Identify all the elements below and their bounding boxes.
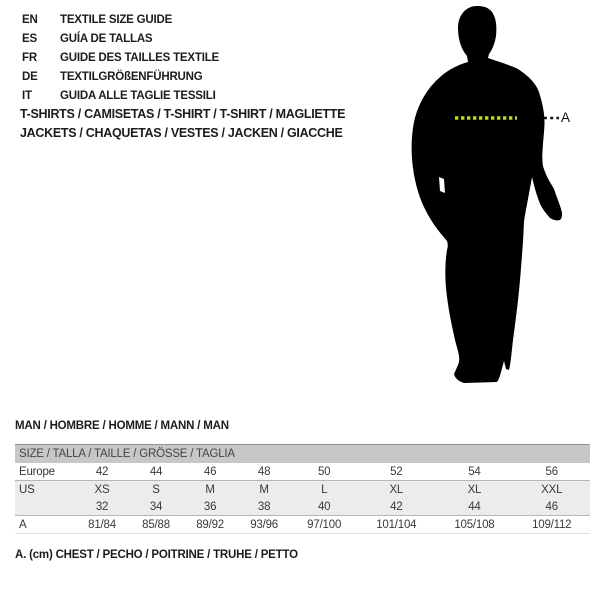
language-text: TEXTILE SIZE GUIDE	[60, 13, 173, 26]
size-cell: M	[259, 483, 269, 496]
language-list	[22, 10, 219, 105]
size-cell: 32	[75, 498, 129, 516]
language-row-it	[22, 86, 219, 105]
language-code: ES	[22, 32, 37, 45]
size-table-row-europe	[15, 463, 590, 481]
category-line-tshirts: T-SHIRTS / CAMISETAS / T-SHIRT / T-SHIRT / MAGLIETTE	[20, 107, 346, 121]
size-cell: 38	[237, 498, 291, 516]
size-cell: 42	[75, 463, 129, 481]
category-line-jackets: JACKETS / CHAQUETAS / VESTES / JACKEN / GIACCHE	[20, 126, 343, 140]
row-label: A	[15, 516, 75, 534]
size-cell: 97/100	[291, 516, 357, 534]
language-code: FR	[22, 51, 37, 64]
size-cell: 42	[357, 498, 435, 516]
section-title-man: MAN / HOMBRE / HOMME / MANN / MAN	[15, 420, 229, 432]
size-cell: S	[152, 483, 160, 496]
category-lines	[20, 105, 345, 143]
size-cell: XL	[467, 483, 482, 496]
size-cell: 54	[435, 463, 513, 481]
row-label: US	[19, 483, 35, 496]
language-row-de	[22, 67, 219, 86]
man-silhouette	[400, 0, 585, 400]
size-table-row-a	[15, 516, 590, 534]
language-row-fr	[22, 48, 219, 67]
size-cell: XS	[94, 483, 110, 496]
size-cell: 105/108	[435, 516, 513, 534]
size-cell: 101/104	[357, 516, 435, 534]
size-cell: 48	[237, 463, 291, 481]
size-cell: 46	[183, 463, 237, 481]
chest-measure-label-a: A	[561, 110, 571, 125]
size-cell: 93/96	[237, 516, 291, 534]
size-table-header-row	[15, 445, 590, 464]
language-text: GUÍA DE TALLAS	[60, 32, 153, 45]
size-cell: 40	[291, 498, 357, 516]
size-cell: 44	[435, 498, 513, 516]
language-row-es	[22, 29, 219, 48]
size-cell: 81/84	[75, 516, 129, 534]
size-cell: M	[205, 483, 215, 496]
size-cell: 50	[291, 463, 357, 481]
man-silhouette-figure	[400, 0, 585, 400]
language-code: IT	[22, 89, 32, 102]
language-text: GUIDA ALLE TAGLIE TESSILI	[60, 89, 216, 102]
size-cell: XL	[389, 483, 404, 496]
size-cell: XXL	[541, 483, 563, 496]
footnote-chest: A. (cm) CHEST / PECHO / POITRINE / TRUHE / PETTO	[15, 549, 298, 561]
size-table-header: SIZE / TALLA / TAILLE / GRÖSSE / TAGLIA	[15, 445, 590, 464]
size-cell: 52	[357, 463, 435, 481]
language-text: TEXTILGRÖßENFÜHRUNG	[60, 70, 203, 83]
size-cell: 85/88	[129, 516, 183, 534]
size-cell: 44	[129, 463, 183, 481]
row-label: Europe	[15, 463, 75, 481]
size-cell: 46	[513, 498, 590, 516]
size-table-row-us	[15, 481, 590, 499]
size-table	[15, 444, 590, 534]
language-code: EN	[22, 13, 38, 26]
silhouette-path	[412, 6, 562, 383]
size-cell: L	[321, 483, 328, 496]
size-cell: 36	[183, 498, 237, 516]
size-cell: 109/112	[513, 516, 590, 534]
size-cell: 56	[513, 463, 590, 481]
language-code: DE	[22, 70, 38, 83]
size-table-row-blank	[15, 498, 590, 516]
language-text: GUIDE DES TAILLES TEXTILE	[60, 51, 219, 64]
size-cell: 89/92	[183, 516, 237, 534]
size-cell: 34	[129, 498, 183, 516]
row-label	[15, 498, 75, 516]
language-row-en	[22, 10, 219, 29]
